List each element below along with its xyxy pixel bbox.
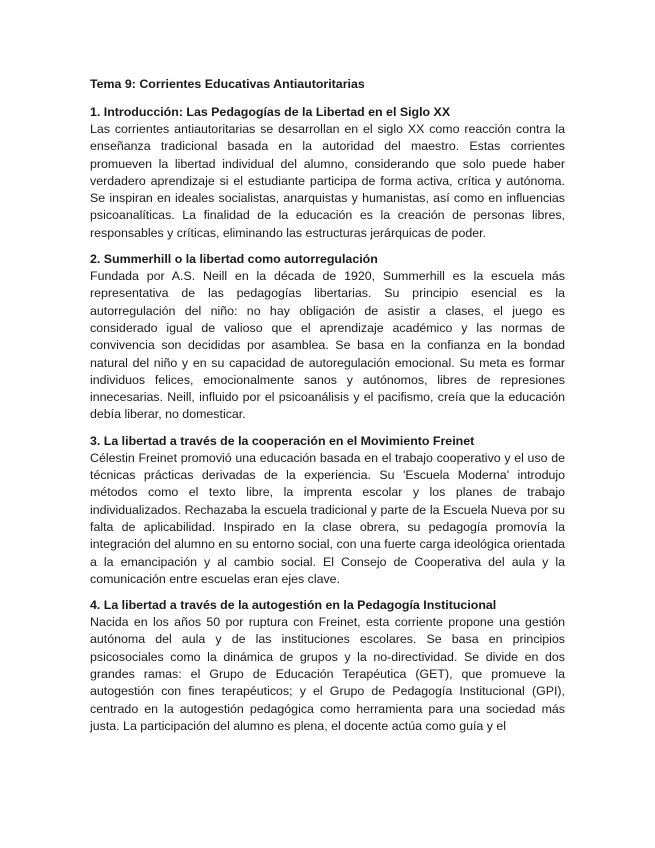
section-paragraph: Nacida en los años 50 por ruptura con Freinet, esta corriente propone una gestión autónoma del aula y de las instituciones escolares. Se basa en principios psicosociales como la dinámica de grupos y la no-directividad. Se divide en dos grandes ramas: el Grupo de Educación Terapéutica (GET), que promueve la autogestión con fines terapéuticos; y el Grupo de Pedagogía Institucional (GPI), centrado en la autogestión pedagógica como herramienta para una sociedad más justa. La participación del alumno es plena, el docente actúa como guía y el	[90, 615, 565, 733]
section-freinet	[90, 433, 565, 588]
section-summerhill	[90, 251, 565, 424]
section-heading: 4. La libertad a través de la autogestión en la Pedagogía Institucional	[90, 598, 497, 613]
document-title: Tema 9: Corrientes Educativas Antiautoritarias	[90, 77, 365, 91]
section-paragraph: Fundada por A.S. Neill en la década de 1920, Summerhill es la escuela más representativa de las pedagogías libertarias. Su principio esencial es la autorregulación del niño: no hay obligación de asistir a clases, el juego es considerado igual de valioso que el aprendizaje académico y las normas de convivencia son decididas por asamblea. Se basa en la confianza en la bondad natural del niño y en su capacidad de autoregulación emocional. Su meta es formar individuos felices, emocionalmente sanos y autónomos, libres de represiones innecesarias. Neill, influido por el psicoanálisis y el pacifismo, creía que la educación debía liberar, no domesticar.	[90, 269, 565, 422]
document-page	[90, 76, 565, 744]
section-introduccion	[90, 104, 565, 242]
section-heading: 2. Summerhill o la libertad como autorregulación	[90, 252, 378, 267]
section-heading: 3. La libertad a través de la cooperación en el Movimiento Freinet	[90, 433, 475, 448]
section-paragraph: Las corrientes antiautoritarias se desarrollan en el siglo XX como reacción contra la enseñanza tradicional basada en la autoridad del maestro. Estas corrientes promueven la libertad individual del alumno, considerando que solo puede haber verdadero aprendizaje si el estudiante participa de forma activa, crítica y autónoma. Se inspiran en ideales socialistas, anarquistas y humanistas, así como en influencias psicoanalíticas. La finalidad de la educación es la creación de personas libres, responsables y críticas, eliminando las estructuras jerárquicas de poder.	[90, 122, 565, 240]
section-pedagogia-institucional	[90, 597, 565, 735]
section-paragraph: Célestin Freinet promovió una educación basada en el trabajo cooperativo y el uso de técnicas prácticas derivadas de la experiencia. Su 'Escuela Moderna' introdujo métodos como el texto libre, la imprenta escolar y los planes de trabajo individualizados. Rechazaba la escuela tradicional y parte de la Escuela Nueva por su falta de aplicabilidad. Inspirado en la clase obrera, su pedagogía promovía la integración del alumno en su entorno social, con una fuerte carga ideológica orientada a la emancipación y al cambio social. El Consejo de Cooperativa del aula y la comunicación entre escuelas eran ejes clave.	[90, 450, 565, 586]
section-heading: 1. Introducción: Las Pedagogías de la Libertad en el Siglo XX	[90, 105, 451, 119]
